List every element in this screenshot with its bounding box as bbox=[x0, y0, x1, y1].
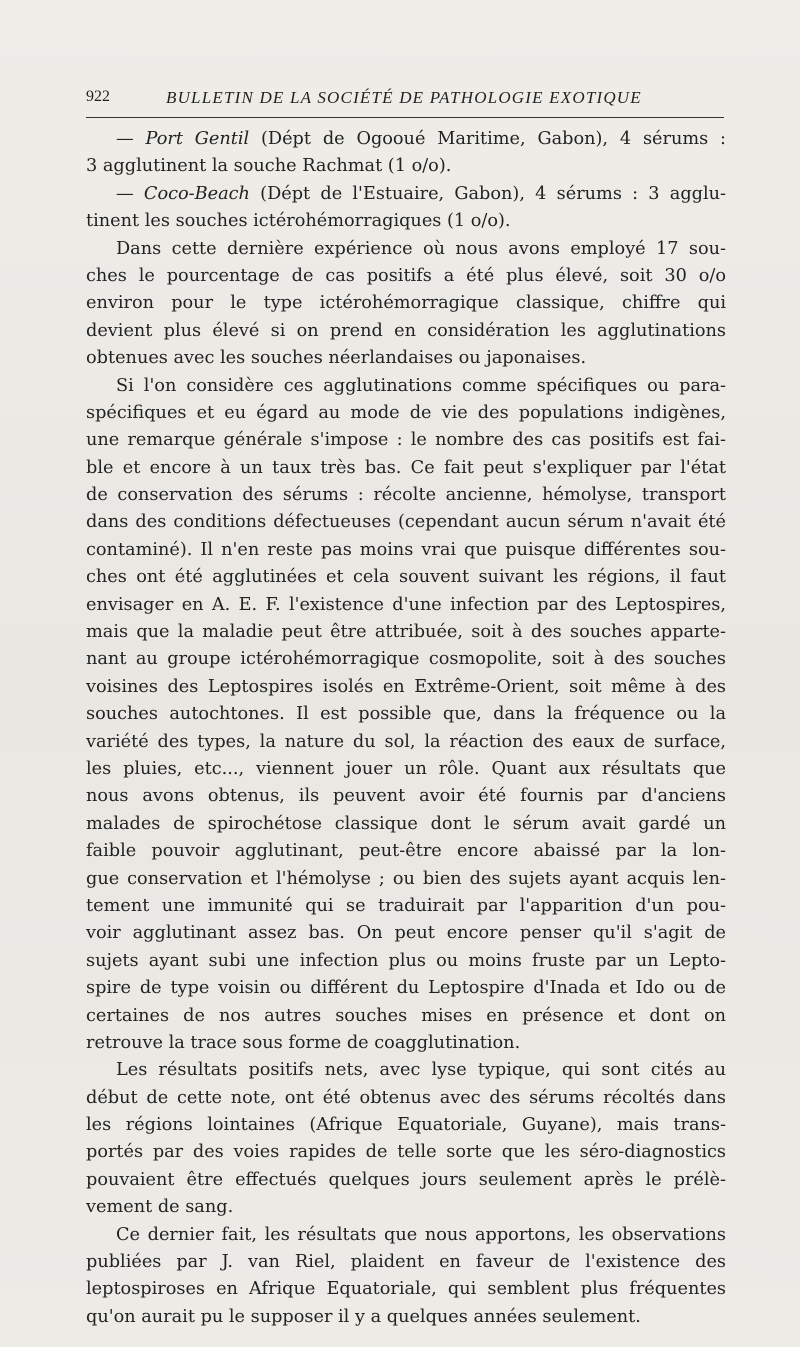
text-fragment: nant au groupe ictérohémorragique cosmopolite, soit à des souches bbox=[86, 649, 726, 670]
text-fragment: obtenues avec les souches néerlandaises ou japonaises. bbox=[86, 348, 587, 369]
text-line bbox=[86, 1249, 726, 1276]
text-fragment: vement de sang. bbox=[86, 1197, 234, 1218]
text-line bbox=[86, 1112, 726, 1139]
text-line bbox=[86, 893, 726, 920]
text-line bbox=[86, 756, 726, 783]
text-fragment: malades de spirochétose classique dont le sérum avait gardé un bbox=[86, 813, 726, 834]
text-fragment: voisines des Leptospires isolés en Extrême-Orient, soit même à des bbox=[86, 676, 726, 697]
text-fragment: ches ont été agglutinées et cela souvent suivant les régions, il faut bbox=[86, 567, 726, 588]
text-fragment: certaines de nos autres souches mises en présence et dont on bbox=[86, 1005, 726, 1026]
text-fragment: devient plus élevé si on prend en considération les agglutinations bbox=[86, 320, 726, 341]
text-line bbox=[86, 619, 726, 646]
text-line bbox=[86, 126, 726, 153]
text-line bbox=[86, 701, 726, 728]
text-fragment: pouvaient être effectués quelques jours seulement après le prélè- bbox=[86, 1169, 726, 1190]
text-line bbox=[86, 181, 726, 208]
text-fragment: environ pour le type ictérohémorragique classique, chiffre qui bbox=[86, 293, 726, 314]
text-fragment: tement une immunité qui se traduirait par l'apparition d'un pou- bbox=[86, 895, 726, 916]
text-line bbox=[86, 838, 726, 865]
text-line bbox=[86, 592, 726, 619]
text-line bbox=[86, 1139, 726, 1166]
text-line bbox=[86, 783, 726, 810]
text-line bbox=[86, 920, 726, 947]
text-fragment: ble et encore à un taux très bas. Ce fait peut s'expliquer par l'état bbox=[86, 457, 726, 478]
text-line bbox=[86, 1167, 726, 1194]
text-line bbox=[86, 455, 726, 482]
text-fragment: de conservation des sérums : récolte ancienne, hémolyse, transport bbox=[86, 485, 726, 506]
text-fragment: gue conservation et l'hémolyse ; ou bien des sujets ayant acquis len- bbox=[86, 868, 726, 889]
text-fragment: retrouve la trace sous forme de coagglutination. bbox=[86, 1032, 521, 1053]
text-fragment: souches autochtones. Il est possible que, dans la fréquence ou la bbox=[86, 704, 726, 725]
text-fragment: (Dépt de Ogooué Maritime, Gabon), 4 sérums : bbox=[249, 129, 726, 149]
text-fragment: Si l'on considère ces agglutinations comme spécifiques ou para- bbox=[116, 375, 726, 396]
text-fragment: les régions lointaines (Afrique Equatoriale, Guyane), mais trans- bbox=[86, 1115, 726, 1136]
text-line bbox=[86, 373, 726, 400]
text-line bbox=[86, 236, 726, 263]
text-line bbox=[86, 866, 726, 893]
text-fragment: qu'on aurait pu le supposer il y a quelques années seulement. bbox=[86, 1306, 641, 1327]
text-line bbox=[86, 646, 726, 673]
text-line bbox=[86, 1003, 726, 1030]
text-fragment: nous avons obtenus, ils peuvent avoir été fournis par d'anciens bbox=[86, 786, 726, 807]
text-line bbox=[86, 1276, 726, 1303]
text-line bbox=[86, 729, 726, 756]
text-fragment: ches le pourcentage de cas positifs a été plus élevé, soit 30 o/o bbox=[86, 265, 726, 286]
text-line bbox=[86, 537, 726, 564]
text-fragment: portés par des voies rapides de telle sorte que les séro-diagnostics bbox=[86, 1142, 726, 1163]
text-line bbox=[86, 208, 726, 235]
text-line bbox=[86, 1057, 726, 1084]
text-fragment: spire de type voisin ou différent du Leptospire d'Inada et Ido ou de bbox=[86, 978, 726, 999]
text-line bbox=[86, 564, 726, 591]
text-line bbox=[86, 948, 726, 975]
text-fragment: (Dépt de l'Estuaire, Gabon), 4 sérums : 3 agglu- bbox=[249, 183, 726, 204]
text-line bbox=[86, 674, 726, 701]
text-line bbox=[86, 427, 726, 454]
text-fragment: 3 agglutinent la souche Rachmat (1 o/o). bbox=[86, 156, 452, 177]
text-line bbox=[86, 1304, 726, 1331]
text-line bbox=[86, 345, 726, 372]
text-fragment: publiées par J. van Riel, plaident en faveur de l'existence des bbox=[86, 1252, 726, 1273]
text-fragment: voir agglutinant assez bas. On peut encore penser qu'il s'agit de bbox=[86, 923, 726, 944]
page-header bbox=[86, 88, 726, 114]
italic-place-name: Coco-Beach bbox=[143, 183, 250, 204]
text-fragment: une remarque générale s'impose : le nombre des cas positifs est fai- bbox=[86, 430, 726, 451]
header-rule bbox=[86, 117, 724, 118]
text-line bbox=[86, 1085, 726, 1112]
text-line bbox=[86, 975, 726, 1002]
text-line bbox=[86, 318, 726, 345]
text-fragment: spécifiques et eu égard au mode de vie des populations indigènes, bbox=[86, 402, 726, 423]
text-line bbox=[86, 153, 726, 180]
text-fragment: — bbox=[116, 183, 144, 204]
text-fragment: leptospiroses en Afrique Equatoriale, qui semblent plus fréquentes bbox=[86, 1279, 726, 1300]
text-line bbox=[86, 1222, 726, 1249]
text-line bbox=[86, 811, 726, 838]
page-number: 922 bbox=[86, 88, 110, 105]
text-fragment: début de cette note, ont été obtenus avec des sérums récoltés dans bbox=[86, 1087, 726, 1108]
text-fragment: Dans cette dernière expérience où nous avons employé 17 sou- bbox=[116, 238, 726, 259]
text-fragment: — bbox=[116, 129, 146, 149]
text-fragment: mais que la maladie peut être attribuée, soit à des souches apparte- bbox=[86, 622, 726, 643]
text-fragment: dans des conditions défectueuses (cependant aucun sérum n'avait été bbox=[86, 512, 726, 533]
text-fragment: tinent les souches ictérohémorragiques (1 o/o). bbox=[86, 211, 511, 232]
text-line bbox=[86, 1030, 726, 1057]
text-fragment: Les résultats positifs nets, avec lyse typique, qui sont cités au bbox=[116, 1060, 726, 1081]
text-line bbox=[86, 290, 726, 317]
text-fragment: faible pouvoir agglutinant, peut-être encore abaissé par la lon- bbox=[86, 841, 726, 862]
text-line bbox=[86, 509, 726, 536]
italic-place-name: Port Gentil bbox=[145, 129, 250, 149]
text-line bbox=[86, 1194, 726, 1221]
text-fragment: Ce dernier fait, les résultats que nous apportons, les observations bbox=[116, 1224, 726, 1245]
body-text bbox=[86, 126, 726, 1331]
text-fragment: envisager en A. E. F. l'existence d'une infection par des Leptospires, bbox=[86, 594, 726, 615]
running-title: BULLETIN DE LA SOCIÉTÉ DE PATHOLOGIE EXOTIQUE bbox=[166, 88, 642, 107]
text-fragment: variété des types, la nature du sol, la réaction des eaux de surface, bbox=[86, 731, 726, 752]
text-fragment: contaminé). Il n'en reste pas moins vrai que puisque différentes sou- bbox=[86, 539, 726, 560]
text-line bbox=[86, 263, 726, 290]
text-line bbox=[86, 482, 726, 509]
text-line bbox=[86, 400, 726, 427]
text-fragment: sujets ayant subi une infection plus ou moins fruste par un Lepto- bbox=[86, 950, 726, 971]
text-fragment: les pluies, etc..., viennent jouer un rôle. Quant aux résultats que bbox=[86, 758, 726, 779]
